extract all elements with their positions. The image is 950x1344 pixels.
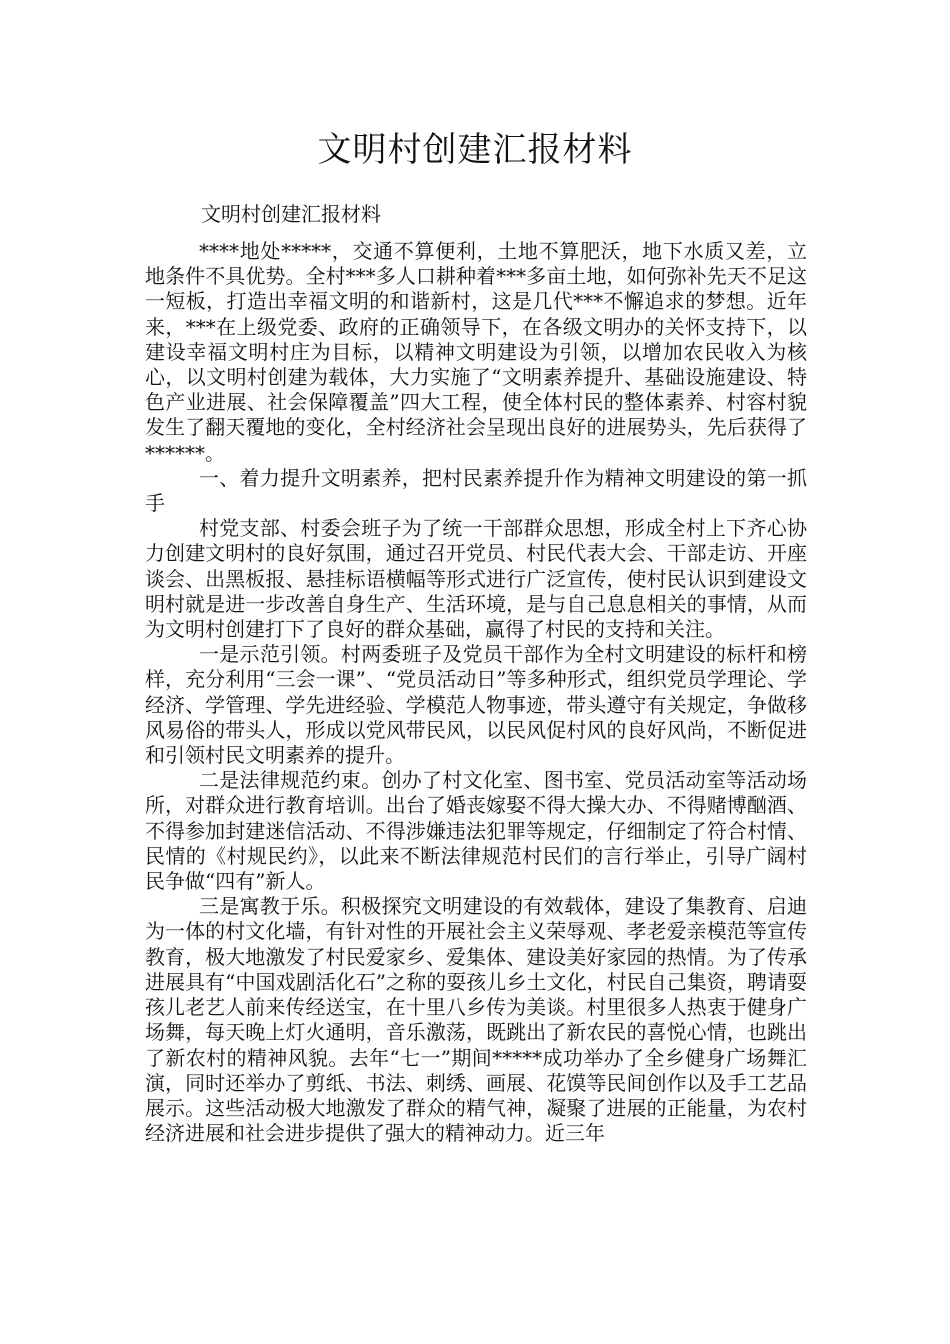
document-body bbox=[145, 239, 807, 1146]
document-subtitle: 文明村创建汇报材料 bbox=[201, 202, 381, 226]
paragraph-demonstration: 一是示范引领。村两委班子及党员干部作为全村文明建设的标杆和榜样，充分利用“三会一课”、“党员活动日”等多种形式，组织党员学理论、学经济、学管理、学先进经验、学模范人物事迹，带头遵守有关规定，争做移风易俗的带头人，形成以党风带民风，以民风促村风的良好风尚，不断促进和引领村民文明素养的提升。 bbox=[145, 642, 807, 768]
paragraph-regulation: 二是法律规范约束。创办了村文化室、图书室、党员活动室等活动场所，对群众进行教育培训。出台了婚丧嫁娶不得大操大办、不得赌博酗酒、不得参加封建迷信活动、不得涉嫌违法犯罪等规定，仔细制定了符合村情、民情的《村规民约》，以此来不断法律规范村民们的言行举止，引导广阔村民争做“四有”新人。 bbox=[145, 768, 807, 894]
document-title: 文明村创建汇报材料 bbox=[317, 130, 633, 170]
section-heading-1: 一、着力提升文明素养，把村民素养提升作为精神文明建设的第一抓手 bbox=[145, 465, 807, 516]
paragraph-education: 三是寓教于乐。积极探究文明建设的有效载体，建设了集教育、启迪为一体的村文化墙，有针对性的开展社会主义荣辱观、孝老爱亲模范等宣传教育，极大地激发了村民爱家乡、爱集体、建设美好家园的热情。为了传承进展具有“中国戏剧活化石”之称的耍孩儿乡土文化，村民自己集资，聘请耍孩儿老艺人前来传经送宝，在十里八乡传为美谈。村里很多人热衷于健身广场舞，每天晚上灯火通明，音乐激荡，既跳出了新农民的喜悦心情，也跳出了新农村的精神风貌。去年“七一”期间*****成功举办了全乡健身广场舞汇演，同时还举办了剪纸、书法、刺绣、画展、花馍等民间创作以及手工艺品展示。这些活动极大地激发了群众的精气神，凝聚了进展的正能量，为农村经济进展和社会进步提供了强大的精神动力。近三年 bbox=[145, 894, 807, 1146]
paragraph-intro: ****地处*****，交通不算便利，土地不算肥沃，地下水质又差，立地条件不具优势。全村***多人口耕种着***多亩土地，如何弥补先天不足这一短板，打造出幸福文明的和谐新村，这是几代***不懈追求的梦想。近年来，***在上级党委、政府的正确领导下，在各级文明办的关怀支持下，以建设幸福文明村庄为目标，以精神文明建设为引领，以增加农民收入为核心，以文明村创建为载体，大力实施了“文明素养提升、基础设施建设、特色产业进展、社会保障覆盖”四大工程，使全体村民的整体素养、村容村貌发生了翻天覆地的变化，全村经济社会呈现出良好的进展势头，先后获得了******。 bbox=[145, 239, 807, 465]
paragraph-section-1: 村党支部、村委会班子为了统一干部群众思想，形成全村上下齐心协力创建文明村的良好氛围，通过召开党员、村民代表大会、干部走访、开座谈会、出黑板报、悬挂标语横幅等形式进行广泛宣传，使村民认识到建设文明村就是进一步改善自身生产、生活环境，是与自己息息相关的事情，从而为文明村创建打下了良好的群众基础，赢得了村民的支持和关注。 bbox=[145, 516, 807, 642]
